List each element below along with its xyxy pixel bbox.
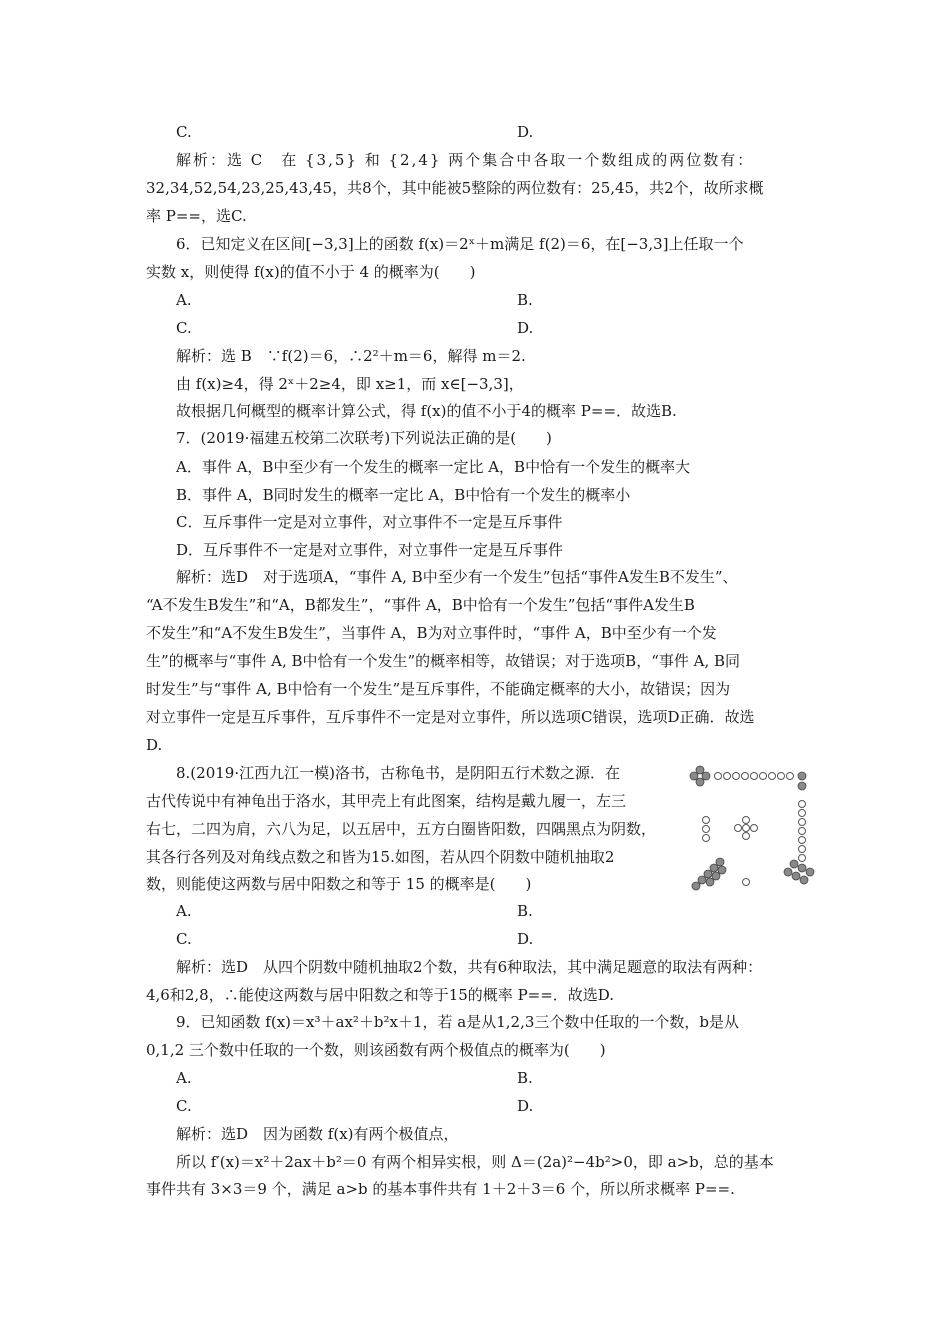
- solution-text: D.: [146, 736, 163, 754]
- solution-text: 解析：选 B ∵f(2)＝6，∴2²＋m＝6，解得 m＝2.: [176, 347, 526, 365]
- question-7: 7．(2019·福建五校第二次联考)下列说法正确的是( ): [176, 429, 552, 447]
- option-a: A.: [176, 902, 192, 920]
- option-c: C.: [176, 123, 192, 141]
- option-d: D.: [517, 123, 534, 141]
- solution-text: 解析：选D 从四个阴数中随机抽取2个数，共有6种取法，其中满足题意的取法有两种：: [176, 958, 763, 976]
- solution-text: 解析：选 C 在 {3,5} 和 {2,4} 两个集合中各取一个数组成的两位数有：: [176, 151, 755, 169]
- question-6: 6．已知定义在区间[−3,3]上的函数 f(x)＝2ˣ＋m满足 f(2)＝6，在[−3,3]上任取一个: [176, 235, 744, 253]
- solution-text: “A不发生B发生”和“A，B都发生”，“事件 A，B中恰有一个发生”包括“事件A发生B: [146, 596, 695, 614]
- question-text: 数，则能使这两数与居中阳数之和等于 15 的概率是( ): [146, 875, 532, 893]
- question-text: 实数 x，则使得 f(x)的值不小于 4 的概率为( ): [146, 263, 476, 281]
- solution-text: 32,34,52,54,23,25,43,45，共8个，其中能被5整除的两位数有：25,45，共2个，故所求概: [146, 179, 764, 197]
- option-c: C.: [176, 930, 192, 948]
- solution-text: 率 P==，选C.: [146, 207, 247, 225]
- option-d: D.: [517, 930, 534, 948]
- solution-text: 事件共有 3×3＝9 个，满足 a>b 的基本事件共有 1＋2＋3＝6 个，所以所求概率 P==.: [146, 1180, 735, 1198]
- option-b: B.: [517, 902, 533, 920]
- question-8: 8.(2019·江西九江一模)洛书，古称龟书，是阴阳五行术数之源．在: [176, 764, 620, 782]
- solution-text: 时发生”与“事件 A, B中恰有一个发生”是互斥事件，不能确定概率的大小，故错误；因为: [146, 680, 731, 698]
- option-c: C．互斥事件一定是对立事件，对立事件不一定是互斥事件: [176, 513, 563, 531]
- option-c: C.: [176, 319, 192, 337]
- option-a: A.: [176, 1069, 192, 1087]
- solution-text: 4,6和2,8，∴能使这两数与居中阳数之和等于15的概率 P==．故选D.: [146, 986, 615, 1004]
- option-b: B．事件 A，B同时发生的概率一定比 A，B中恰有一个发生的概率小: [176, 486, 631, 504]
- solution-text: 解析：选D 对于选项A，“事件 A, B中至少有一个发生”包括“事件A发生B不发生”、: [176, 568, 738, 586]
- luoshu-figure: [686, 764, 816, 896]
- solution-text: 故根据几何概型的概率计算公式，得 f(x)的值不小于4的概率 P==．故选B.: [176, 402, 677, 420]
- option-a: A．事件 A，B中至少有一个发生的概率一定比 A，B中恰有一个发生的概率大: [176, 458, 691, 476]
- option-d: D．互斥事件不一定是对立事件，对立事件一定是互斥事件: [176, 541, 564, 559]
- option-d: D.: [517, 1097, 534, 1115]
- option-b: B.: [517, 1069, 533, 1087]
- option-a: A.: [176, 291, 192, 309]
- solution-text: 所以 f′(x)＝x²＋2ax＋b²＝0 有两个相异实根，则 Δ＝(2a)²−4b²>0，即 a>b，总的基本: [176, 1153, 774, 1171]
- solution-text: 对立事件一定是互斥事件，互斥事件不一定是对立事件，所以选项C错误，选项D正确．故选: [146, 708, 755, 726]
- option-b: B.: [517, 291, 533, 309]
- question-9: 9．已知函数 f(x)＝x³＋ax²＋b²x＋1，若 a是从1,2,3三个数中任取的一个数，b是从: [176, 1013, 740, 1031]
- solution-text: 由 f(x)≥4，得 2ˣ＋2≥4，即 x≥1，而 x∈[−3,3]，: [176, 375, 524, 393]
- solution-text: 解析：选D 因为函数 f(x)有两个极值点，: [176, 1125, 459, 1143]
- option-d: D.: [517, 319, 534, 337]
- option-c: C.: [176, 1097, 192, 1115]
- question-text: 其各行各列及对角线点数之和皆为15.如图，若从四个阴数中随机抽取2: [146, 848, 615, 866]
- question-text: 0,1,2 三个数中任取的一个数，则该函数有两个极值点的概率为( ): [146, 1041, 606, 1059]
- question-text: 古代传说中有神龟出于洛水，其甲壳上有此图案，结构是戴九履一，左三: [146, 792, 627, 810]
- solution-text: 生”的概率与“事件 A, B中恰有一个发生”的概率相等，故错误；对于选项B，“事件 A, B同: [146, 652, 741, 670]
- question-text: 右七，二四为肩，六八为足，以五居中，五方白圈皆阳数，四隅黑点为阴数，: [146, 820, 657, 838]
- solution-text: 不发生”和“A不发生B发生”，当事件 A，B为对立事件时，“事件 A，B中至少有一个发: [146, 624, 717, 642]
